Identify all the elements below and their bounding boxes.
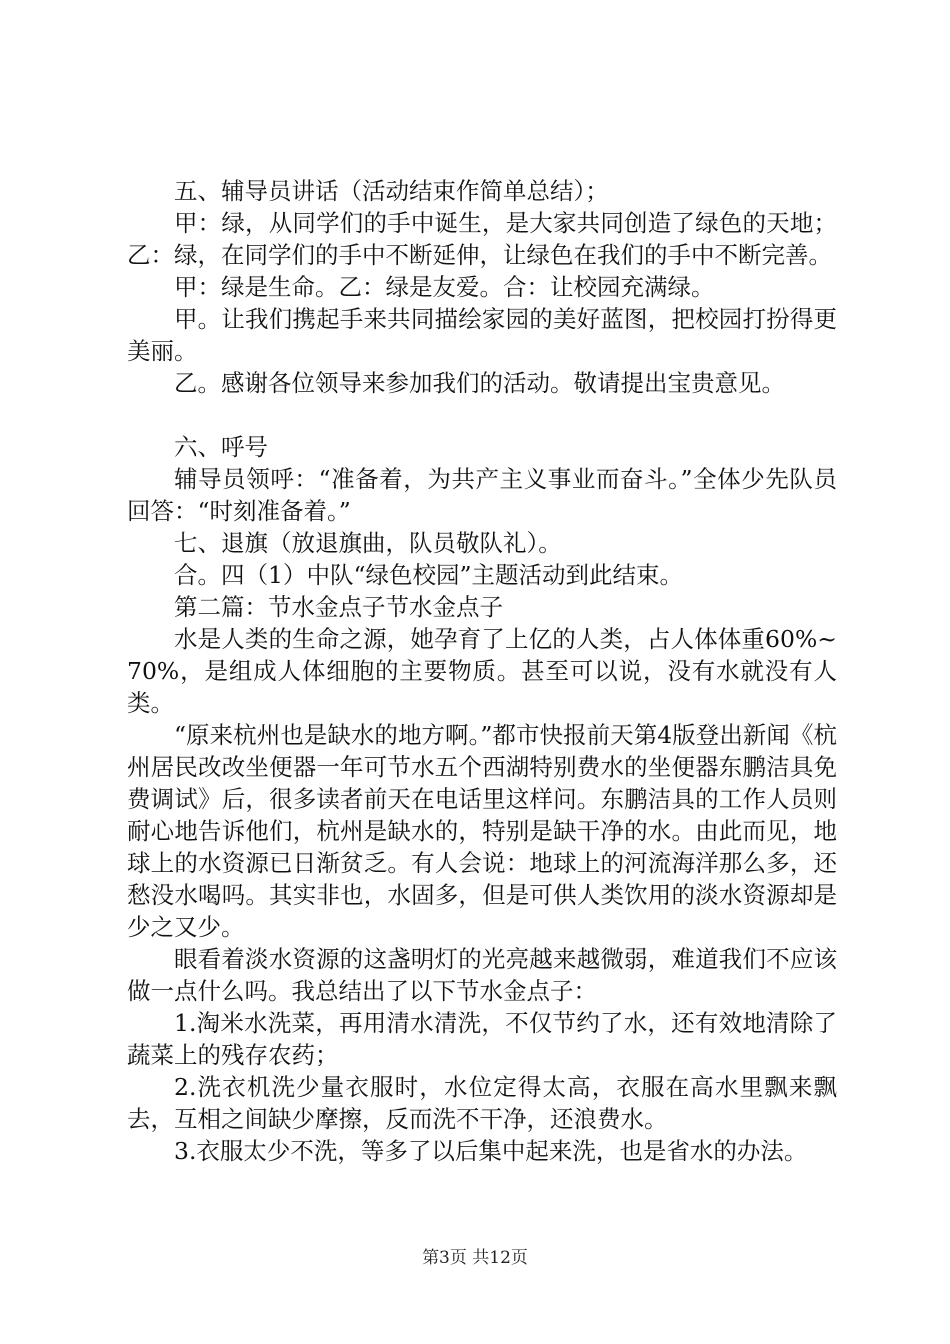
paragraph: 五、辅导员讲话（活动结束作简单总结）； bbox=[174, 177, 609, 205]
paragraph: 乙。感谢各位领导来参加我们的活动。敬请提出宝贵意见。 bbox=[174, 369, 785, 397]
document-body bbox=[127, 175, 837, 1167]
section-heading: 六、呼号 bbox=[174, 433, 268, 461]
list-item: 2.洗衣机洗少量衣服时，水位定得太高，衣服在高水里飘来飘去，互相之间缺少摩擦，反而洗不干净，还浪费水。 bbox=[127, 1073, 837, 1133]
chapter-heading: 第二篇：节水金点子节水金点子 bbox=[174, 593, 503, 621]
paragraph: 水是人类的生命之源，她孕育了上亿的人类，占人体体重60%~70%，是组成人体细胞的主要物质。甚至可以说，没有水就没有人类。 bbox=[127, 625, 837, 717]
list-item: 3.衣服太少不洗，等多了以后集中起来洗，也是省水的办法。 bbox=[174, 1137, 808, 1165]
list-item: 1.淘米水洗菜，再用清水清洗，不仅节约了水，还有效地清除了蔬菜上的残存农药； bbox=[127, 1009, 837, 1069]
page-number-footer: 第3页 共12页 bbox=[422, 1248, 528, 1268]
paragraph: 七、退旗（放退旗曲，队员敬队礼）。 bbox=[174, 529, 562, 557]
paragraph: 甲：绿，从同学们的手中诞生，是大家共同创造了绿色的天地；乙：绿，在同学们的手中不断延伸，让绿色在我们的手中不断完善。 bbox=[127, 209, 837, 269]
paragraph: 眼看着淡水资源的这盏明灯的光亮越来越微弱，难道我们不应该做一点什么吗。我总结出了以下节水金点子： bbox=[127, 945, 837, 1005]
paragraph: 合。四（1）中队“绿色校园”主题活动到此结束。 bbox=[174, 561, 683, 589]
paragraph: 甲。让我们携起手来共同描绘家园的美好蓝图，把校园打扮得更美丽。 bbox=[127, 305, 837, 365]
paragraph: “原来杭州也是缺水的地方啊。”都市快报前天第4版登出新闻《杭州居民改改坐便器一年可节水五个西湖特别费水的坐便器东鹏洁具免费调试》后，很多读者前天在电话里这样问。东鹏洁具的工作人员则耐心地告诉他们，杭州是缺水的，特别是缺干净的水。由此而见，地球上的水资源已日渐贫乏。有人会说：地球上的河流海洋那么多，还愁没水喝吗。其实非也，水固多，但是可供人类饮用的淡水资源却是少之又少。 bbox=[127, 721, 837, 941]
paragraph: 辅导员领呼：“准备着，为共产主义事业而奋斗。”全体少先队员回答：“时刻准备着。” bbox=[127, 465, 837, 525]
paragraph: 甲：绿是生命。乙：绿是友爱。合：让校园充满绿。 bbox=[174, 273, 715, 301]
